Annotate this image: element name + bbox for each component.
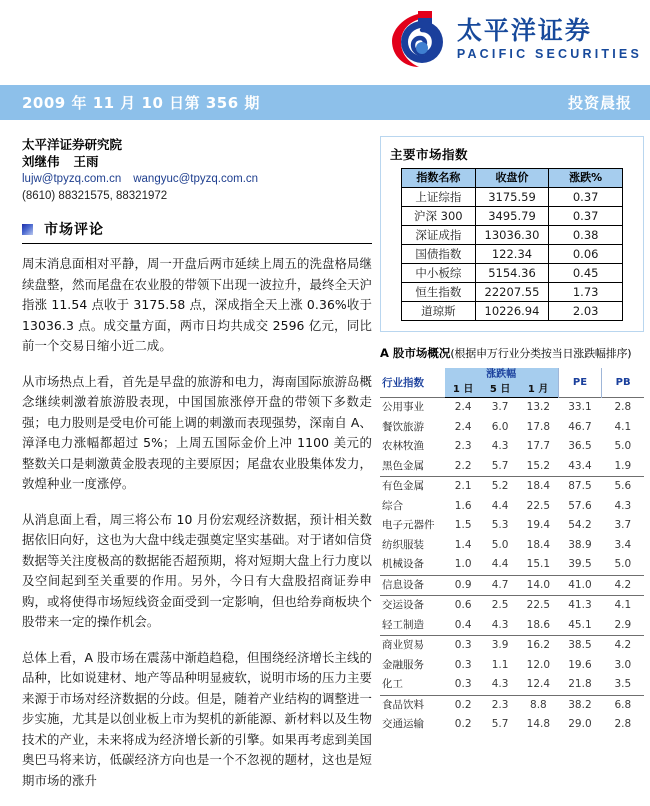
ashare-pb-cell: 2.9 xyxy=(614,618,632,631)
ashare-pb-cell: 3.7 xyxy=(614,519,632,531)
column-header-pe: PE xyxy=(558,368,602,398)
article-paragraph: 从市场热点上看，首先是早盘的旅游和电力，海南国际旅游岛概念继续刺激着旅游股表现，中国国旅涨停开盘的带领下多数走强；电力股则是受电价可能上调的刺激而表现强势，深南自 A、漳泽电力涨幅都超过 5%；上周五国际金价上冲 1100 美元的整数关口是刺激黄金股表现的主要原因；尾盘农业股集体发力，敦煌种业一度涨停。 xyxy=(22,373,372,491)
page-body xyxy=(0,120,650,806)
ashare-pe-cell: 57.6 xyxy=(568,499,592,512)
ashare-industry-cell: 交运设备 xyxy=(380,596,445,616)
ashare-m1-cell: 12.0 xyxy=(526,658,551,671)
ashare-industry-cell: 机械设备 xyxy=(382,558,424,570)
table-row xyxy=(402,207,623,226)
ashare-industry-cell: 金融服务 xyxy=(382,658,424,671)
left-column xyxy=(0,136,372,806)
author-names xyxy=(22,153,372,170)
column-header-change-pct: 涨跌% xyxy=(549,169,623,188)
ashare-pe-cell: 43.4 xyxy=(568,459,592,472)
ashare-pb-cell: 4.3 xyxy=(614,499,632,512)
ashare-m1-cell: 22.5 xyxy=(519,596,559,616)
index-close-cell: 3175.59 xyxy=(475,188,549,207)
ashare-m1-cell: 22.5 xyxy=(526,499,551,512)
ashare-d5-cell: 4.3 xyxy=(491,678,509,690)
index-close-cell: 122.34 xyxy=(475,245,549,264)
table-row xyxy=(380,656,644,676)
table-row xyxy=(380,497,644,517)
byline-block xyxy=(22,136,372,205)
table-row xyxy=(380,477,644,497)
square-bullet-icon xyxy=(22,224,33,235)
ashare-heading xyxy=(380,346,644,361)
ashare-title: A 股市场概况 xyxy=(380,346,451,360)
ashare-d1-cell: 1.4 xyxy=(454,538,472,551)
ashare-d5-cell: 6.0 xyxy=(491,420,509,433)
right-column xyxy=(372,136,650,735)
research-institute-name: 太平洋证券研究院 xyxy=(22,137,123,152)
ashare-pe-cell: 45.1 xyxy=(568,618,592,631)
author-name-1: 刘继伟 xyxy=(22,154,60,169)
column-header-close-price: 收盘价 xyxy=(475,169,549,188)
ashare-m1-cell: 15.2 xyxy=(526,459,551,472)
logo-english-name: PACIFIC SECURITIES xyxy=(456,46,642,61)
index-close-cell: 3495.79 xyxy=(475,207,549,226)
index-name-cell: 深证成指 xyxy=(402,226,476,245)
ashare-d1-cell: 0.2 xyxy=(445,695,482,715)
ashare-industry-cell: 交通运输 xyxy=(382,718,424,730)
ashare-d1-cell: 0.3 xyxy=(445,636,482,656)
ashare-industry-cell: 化工 xyxy=(382,678,403,690)
ashare-m1-cell: 14.0 xyxy=(519,575,559,596)
ashare-pe-cell: 46.7 xyxy=(568,420,592,433)
ashare-d1-cell: 2.4 xyxy=(445,398,482,418)
author-name-2: 王雨 xyxy=(73,154,99,169)
ashare-d5-cell: 4.3 xyxy=(491,618,509,631)
index-close-cell: 5154.36 xyxy=(475,264,549,283)
table-row xyxy=(380,457,644,477)
ashare-pe-cell: 21.8 xyxy=(568,678,592,690)
ashare-d1-cell: 1.6 xyxy=(454,499,472,512)
ashare-pb-cell: 5.0 xyxy=(614,558,632,570)
ashare-industry-cell: 轻工制造 xyxy=(382,618,424,631)
ashare-industry-cell: 电子元器件 xyxy=(382,519,435,531)
ashare-pe-cell: 87.5 xyxy=(558,477,602,497)
ashare-d1-cell: 2.2 xyxy=(454,459,472,472)
ashare-d5-cell: 1.1 xyxy=(491,658,509,671)
ashare-m1-cell: 18.4 xyxy=(526,538,551,551)
ashare-m1-cell: 14.8 xyxy=(526,718,551,730)
index-change-cell: 2.03 xyxy=(549,302,623,321)
table-row xyxy=(380,437,644,457)
ashare-pe-cell: 41.0 xyxy=(558,575,602,596)
index-name-cell: 上证综指 xyxy=(402,188,476,207)
table-row xyxy=(402,283,623,302)
index-change-cell: 0.37 xyxy=(549,188,623,207)
ashare-note: (根据申万行业分类按当日涨跌幅排序) xyxy=(450,347,632,360)
pacific-securities-swirl-icon xyxy=(388,8,450,70)
section-heading xyxy=(22,219,372,239)
ashare-d5-cell: 4.4 xyxy=(491,558,509,570)
ashare-d1-cell: 2.1 xyxy=(445,477,482,497)
index-name-cell: 道琼斯 xyxy=(402,302,476,321)
index-name-cell: 恒生指数 xyxy=(402,283,476,302)
ashare-d5-cell: 3.7 xyxy=(482,398,519,418)
table-row xyxy=(380,636,644,656)
masthead xyxy=(0,0,650,85)
column-header-5day: 5 日 xyxy=(482,382,519,398)
ashare-d1-cell: 0.9 xyxy=(445,575,482,596)
index-change-cell: 0.06 xyxy=(549,245,623,264)
ashare-pe-cell: 38.5 xyxy=(558,636,602,656)
table-header-row xyxy=(402,169,623,188)
section-title-text: 市场评论 xyxy=(44,222,104,238)
major-index-title: 主要市场指数 xyxy=(390,147,469,162)
ashare-m1-cell: 18.6 xyxy=(526,618,551,631)
article-paragraph: 总体上看，A 股市场在震荡中渐趋趋稳，但围绕经济增长主线的品种，比如说建材、地产等品种明显疲软，说明市场的压力主要来源于市场对经济数据的分歧。但是，随着产业结构的调整进一步实施，尤其是以创业板上市为契机的新能源、新材料以及生物技术的产业，未来将成为经济增长新的引擎。如果再考虑到美国奥巴马将来访，低碳经济方向也是一个不忽视的题材，这也是短期市场的涨升 xyxy=(22,649,372,788)
ashare-pb-cell: 3.0 xyxy=(614,658,632,671)
ashare-d1-cell: 1.5 xyxy=(454,519,472,531)
ashare-industry-cell: 商业贸易 xyxy=(380,636,445,656)
ashare-pb-cell: 5.0 xyxy=(614,440,632,452)
ashare-industry-cell: 农林牧渔 xyxy=(382,440,424,452)
ashare-m1-cell: 13.2 xyxy=(519,398,559,418)
ashare-m1-cell: 18.4 xyxy=(519,477,559,497)
index-name-cell: 中小板综 xyxy=(402,264,476,283)
ashare-d5-cell: 5.0 xyxy=(491,538,509,551)
ashare-pb-cell: 4.2 xyxy=(602,575,644,596)
ashare-d5-cell: 5.2 xyxy=(482,477,519,497)
ashare-industry-cell: 公用事业 xyxy=(380,398,445,418)
ashare-pe-cell: 39.5 xyxy=(568,558,592,570)
ashare-pb-cell: 4.1 xyxy=(614,420,632,433)
ashare-d1-cell: 1.0 xyxy=(454,558,472,570)
ashare-pb-cell: 2.8 xyxy=(602,398,644,418)
ashare-pe-cell: 36.5 xyxy=(568,440,592,452)
ashare-d5-cell: 2.5 xyxy=(482,596,519,616)
ashare-d5-cell: 3.9 xyxy=(482,636,519,656)
article-paragraph: 周末消息面相对平静，周一开盘后两市延续上周五的洗盘格局继续盘整，然而尾盘在农业股的带领下出现一波拉升，最终全天沪指涨 11.54 点收于 3175.58 点，深成指全天上涨 0.36%收于 13036.3 点。成交量方面，两市日均共成交 2596 亿元，同比前一个交易日缩小近二成。 xyxy=(22,256,372,353)
index-change-cell: 0.38 xyxy=(549,226,623,245)
ashare-m1-cell: 16.2 xyxy=(519,636,559,656)
ashare-d1-cell: 0.2 xyxy=(454,718,472,730)
ashare-pb-cell: 4.2 xyxy=(602,636,644,656)
table-header-row-top xyxy=(380,368,644,382)
ashare-pb-cell: 1.9 xyxy=(614,459,632,472)
ashare-d5-cell: 4.7 xyxy=(482,575,519,596)
ashare-pb-cell: 4.1 xyxy=(602,596,644,616)
column-header-pb: PB xyxy=(602,368,644,398)
ashare-pb-cell: 3.4 xyxy=(614,538,632,551)
table-row xyxy=(402,226,623,245)
ashare-industry-cell: 信息设备 xyxy=(380,575,445,596)
ashare-m1-cell: 17.7 xyxy=(526,440,551,452)
column-header-change-group: 涨跌幅 xyxy=(445,368,559,382)
table-row xyxy=(380,418,644,438)
logo-chinese-name: 太平洋证券 xyxy=(456,15,592,45)
index-close-cell: 13036.30 xyxy=(475,226,549,245)
ashare-pb-cell: 3.5 xyxy=(614,678,632,690)
ashare-d1-cell: 0.3 xyxy=(454,658,472,671)
ashare-industry-cell: 餐饮旅游 xyxy=(382,420,424,433)
issue-banner xyxy=(0,85,650,120)
ashare-d5-cell: 4.3 xyxy=(491,440,509,452)
ashare-industry-cell: 食品饮料 xyxy=(380,695,445,715)
section-divider xyxy=(22,243,372,244)
ashare-pb-cell: 6.8 xyxy=(602,695,644,715)
company-logo xyxy=(388,8,642,70)
author-email-2[interactable]: wangyuc@tpyzq.com.cn xyxy=(133,173,259,185)
ashare-d1-cell: 0.6 xyxy=(445,596,482,616)
article-paragraph: 从消息面上看，周三将公布 10 月份宏观经济数据，预计相关数据依旧向好，这也为大盘中线走强奠定坚实基础。对于诸如信贷数据等关注度极高的数据能否超预期，将对短期大盘上行力度以及空间起到至关重要的作用。另外，今日有大盘股招商证券申购，或将使得市场短线资金面受到一定影响，但也给券商板块个股带来一定的操作机会。 xyxy=(22,511,372,629)
table-row xyxy=(380,695,644,715)
ashare-industry-cell: 纺织服装 xyxy=(382,538,424,551)
table-row xyxy=(380,516,644,536)
ashare-m1-cell: 12.4 xyxy=(526,678,551,690)
ashare-d5-cell: 5.7 xyxy=(491,459,509,472)
column-header-industry: 行业指数 xyxy=(382,376,424,389)
column-header-1day: 1 日 xyxy=(445,382,482,398)
ashare-d5-cell: 4.4 xyxy=(491,499,509,512)
article-body xyxy=(22,254,372,791)
author-email-1[interactable]: lujw@tpyzq.com.cn xyxy=(22,173,122,185)
ashare-pe-cell: 54.2 xyxy=(568,519,592,531)
ashare-pb-cell: 5.6 xyxy=(602,477,644,497)
index-close-cell: 10226.94 xyxy=(475,302,549,321)
column-header-1month: 1 月 xyxy=(519,382,559,398)
column-header-index-name: 指数名称 xyxy=(402,169,476,188)
ashare-m1-cell: 19.4 xyxy=(526,519,551,531)
index-change-cell: 1.73 xyxy=(549,283,623,302)
publication-title: 投资晨报 xyxy=(567,94,632,112)
table-row xyxy=(380,398,644,418)
index-change-cell: 0.45 xyxy=(549,264,623,283)
ashare-industry-cell: 黑色金属 xyxy=(382,459,424,472)
ashare-d5-cell: 5.7 xyxy=(491,718,509,730)
ashare-pb-cell: 2.8 xyxy=(614,718,632,730)
ashare-d1-cell: 2.3 xyxy=(454,440,472,452)
ashare-pe-cell: 38.2 xyxy=(558,695,602,715)
table-row xyxy=(380,596,644,616)
ashare-industry-cell: 有色金属 xyxy=(380,477,445,497)
ashare-pe-cell: 19.6 xyxy=(568,658,592,671)
ashare-industry-table xyxy=(380,368,644,735)
author-emails xyxy=(22,171,372,188)
ashare-m1-cell: 17.8 xyxy=(526,420,551,433)
table-row xyxy=(380,575,644,596)
ashare-d1-cell: 0.3 xyxy=(454,678,472,690)
ashare-m1-cell: 8.8 xyxy=(519,695,559,715)
table-row xyxy=(380,616,644,636)
ashare-m1-cell: 15.1 xyxy=(526,558,551,570)
ashare-pe-cell: 33.1 xyxy=(558,398,602,418)
table-row xyxy=(402,245,623,264)
ashare-d1-cell: 2.4 xyxy=(454,420,472,433)
table-row xyxy=(380,555,644,575)
major-index-table xyxy=(401,168,623,321)
table-row xyxy=(402,302,623,321)
major-index-panel xyxy=(380,136,644,332)
table-row xyxy=(380,715,644,735)
table-row xyxy=(380,536,644,556)
ashare-industry-cell: 综合 xyxy=(382,499,403,512)
table-row xyxy=(380,675,644,695)
table-row xyxy=(402,264,623,283)
ashare-pe-cell: 29.0 xyxy=(568,718,592,730)
ashare-pe-cell: 41.3 xyxy=(558,596,602,616)
index-name-cell: 沪深 300 xyxy=(402,207,476,226)
ashare-pe-cell: 38.9 xyxy=(568,538,592,551)
index-change-cell: 0.37 xyxy=(549,207,623,226)
table-row xyxy=(402,188,623,207)
contact-phone: (8610) 88321575, 88321972 xyxy=(22,190,168,202)
index-close-cell: 22207.55 xyxy=(475,283,549,302)
ashare-d1-cell: 0.4 xyxy=(454,618,472,631)
ashare-d5-cell: 5.3 xyxy=(491,519,509,531)
index-name-cell: 国债指数 xyxy=(402,245,476,264)
issue-date-label: 2009 年 11 月 10 日第 356 期 xyxy=(22,94,260,112)
ashare-d5-cell: 2.3 xyxy=(482,695,519,715)
